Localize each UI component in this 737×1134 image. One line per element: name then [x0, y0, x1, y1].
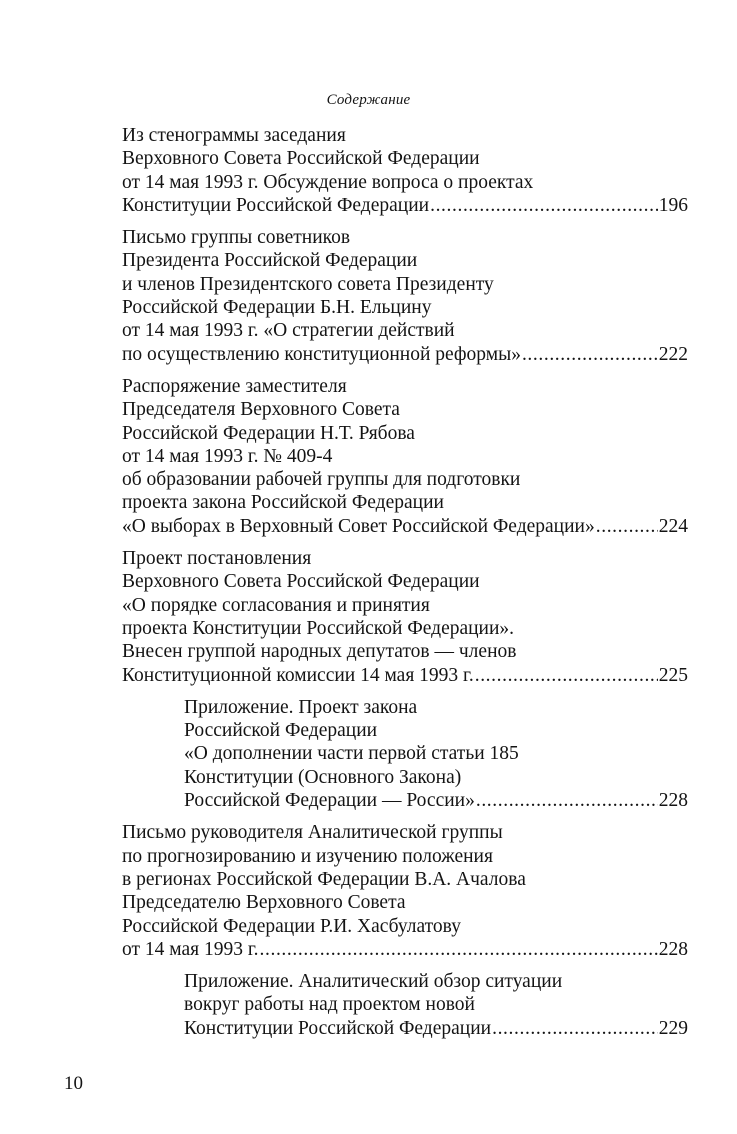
running-head: Содержание [326, 92, 411, 108]
dot-leader [430, 194, 658, 217]
toc-page-number: 225 [658, 664, 688, 686]
toc-subentry [184, 970, 688, 1040]
toc-entry-line: от 14 мая 1993 г. № 409-4 [122, 445, 333, 467]
toc-entry-line: Из стенограммы заседания [122, 125, 346, 146]
dot-leader [522, 343, 658, 366]
toc-entry-last-line [122, 938, 688, 961]
toc-entry-last-line [122, 343, 688, 366]
dot-leader [476, 789, 658, 812]
toc-entry-line: Председателю Верховного Совета [122, 892, 406, 914]
toc-entry-line: проекта Конституции Российской Федерации». [122, 617, 515, 639]
toc-entry-line: Конституционной комиссии 14 мая 1993 г. [122, 664, 474, 686]
toc-subentry [184, 696, 688, 812]
toc-entry-line: Председателя Верховного Совета [122, 399, 400, 421]
toc-entry-line: об образовании рабочей группы для подготовки [122, 469, 521, 491]
toc-entry-line: Верховного Совета Российской Федерации [122, 571, 480, 593]
toc-entry-last-line [184, 1017, 688, 1040]
toc-entry [122, 821, 688, 961]
dot-leader [596, 515, 658, 538]
toc-entry-line: проекта закона Российской Федерации [122, 492, 444, 514]
toc-entry-line: от 14 мая 1993 г. Обсуждение вопроса о проектах [122, 171, 534, 193]
dot-leader [475, 664, 658, 687]
toc-entry-line: Верховного Совета Российской Федерации [122, 148, 480, 170]
toc-entry-line: Конституции (Основного Закона) [184, 766, 462, 788]
toc-entry-line: от 14 мая 1993 г. [122, 938, 259, 960]
toc-entry-line: Письмо руководителя Аналитической группы [122, 822, 503, 844]
toc-entry-line: «О порядке согласования и принятия [122, 594, 430, 616]
toc-page-number: 222 [658, 343, 688, 365]
toc-entry [122, 547, 688, 687]
toc-entry-line: Приложение. Проект закона [184, 696, 418, 718]
toc-entry-line: «О дополнении части первой статьи 185 [184, 743, 519, 765]
toc-entry-last-line [122, 515, 688, 538]
toc-entry-line: Письмо группы советников [122, 227, 351, 249]
toc-entry-line: и членов Президентского совета Президенту [122, 273, 494, 295]
toc-entry [122, 226, 688, 366]
table-of-contents [122, 124, 688, 1049]
toc-entry-line: Внесен группой народных депутатов — членов [122, 641, 517, 663]
toc-entry-line: вокруг работы над проектом новой [184, 994, 475, 1016]
toc-entry-line: Российской Федерации — России» [184, 790, 475, 812]
toc-entry-line: от 14 мая 1993 г. «О стратегии действий [122, 320, 455, 342]
toc-entry-line: Проект постановления [122, 548, 312, 570]
toc-entry-line: в регионах Российской Федерации В.А. Ачалова [122, 868, 526, 890]
toc-entry-line: Приложение. Аналитический обзор ситуации [184, 971, 563, 993]
toc-entry-line: Конституции Российской Федерации [122, 194, 430, 216]
toc-entry-line: по осуществлению конституционной реформы» [122, 343, 521, 365]
toc-entry-line: Президента Российской Федерации [122, 250, 418, 272]
toc-entry-line: Российской Федерации [184, 720, 378, 742]
dot-leader [492, 1017, 658, 1040]
page-number: 10 [64, 1073, 83, 1094]
toc-page-number: 229 [658, 1017, 688, 1039]
toc-entry-last-line [122, 194, 688, 217]
toc-entry [122, 375, 688, 538]
toc-entry-line: Российской Федерации Р.И. Хасбулатову [122, 915, 461, 937]
toc-entry-line: Российской Федерации Н.Т. Рябова [122, 422, 415, 444]
toc-page-number: 228 [658, 938, 688, 960]
toc-entry-line: «О выборах в Верховный Совет Российской Федерации» [122, 515, 595, 537]
dot-leader [260, 938, 658, 961]
toc-entry-line: Российской Федерации Б.Н. Ельцину [122, 297, 432, 319]
toc-entry-line: Распоряжение заместителя [122, 375, 347, 397]
toc-entry-last-line [122, 664, 688, 687]
toc-entry-last-line [184, 789, 688, 812]
toc-entry [122, 124, 688, 217]
toc-entry-line: Конституции Российской Федерации [184, 1017, 492, 1039]
toc-entry-line: по прогнозированию и изучению положения [122, 845, 493, 867]
toc-page-number: 196 [658, 194, 688, 216]
toc-page-number: 224 [658, 515, 688, 537]
toc-page-number: 228 [658, 790, 688, 812]
